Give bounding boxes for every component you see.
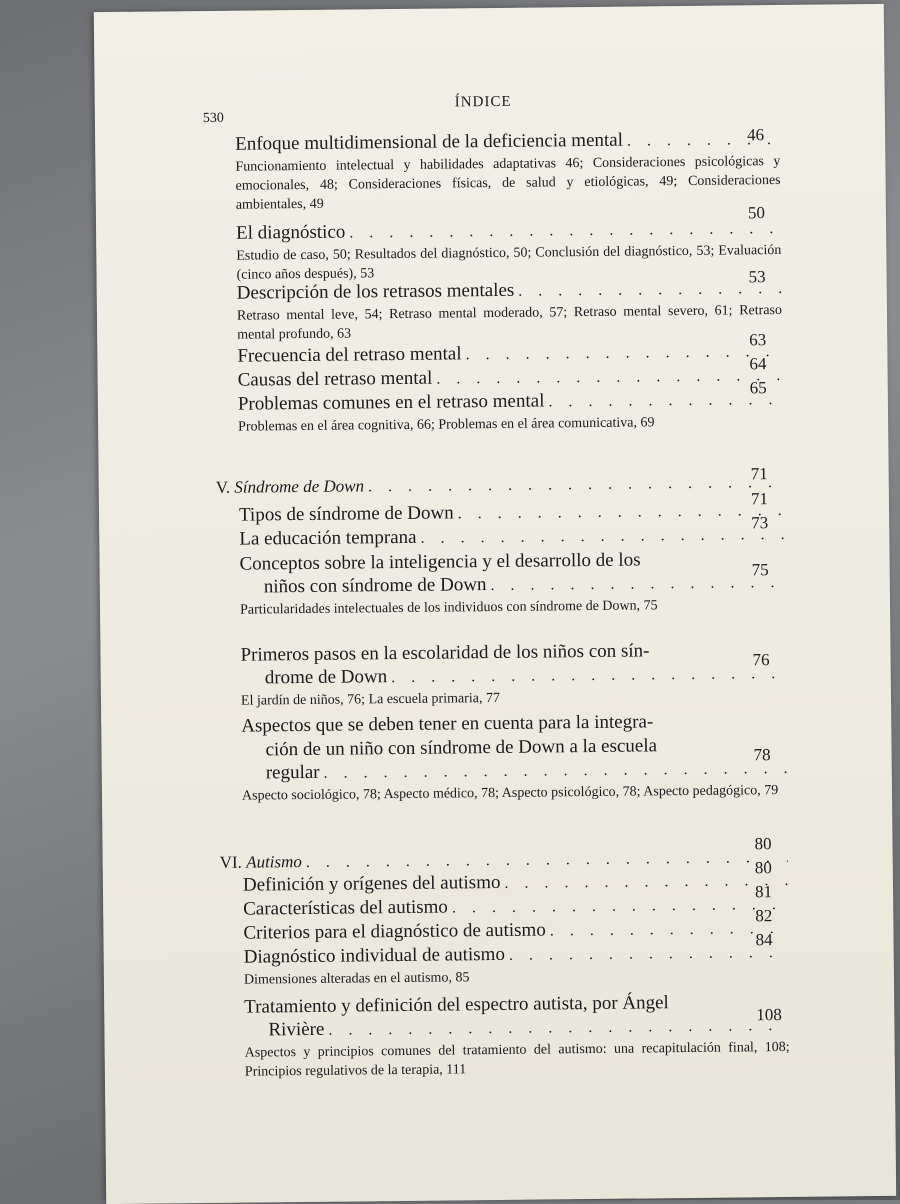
toc-entry-subtopics: Particularidades intelectuales de los individuos con síndrome de Down, 75 [239,598,658,618]
toc-entry-title: Problemas comunes en el retraso mental [237,390,545,415]
toc-page-number: 50 [747,203,766,223]
toc-entry-title: Conceptos sobre la inteligencia y el desarrollo de los [239,549,641,575]
chapter-title: Síndrome de Down [234,476,365,497]
toc-page-number: 80 [754,858,772,878]
toc-entry-subtopics: Aspecto sociológico, 78; Aspecto médico, 78; Aspecto psicológico, 78; Aspecto pedagógico, 79 [241,783,779,804]
toc-entry [241,709,787,806]
toc-entry [238,388,783,437]
dot-leader [465,341,782,366]
toc-entry-title-continued: niños con síndrome de Down [263,574,487,598]
toc-page-number: 82 [755,906,773,926]
toc-entry-title: Descripción de los retrasos mentales [236,279,515,304]
toc-entry-title: Frecuencia del retraso mental [237,343,462,367]
toc-entry [235,128,781,215]
toc-page-number: 108 [756,1005,782,1025]
toc-entry-subtopics: El jardín de niños, 76; La escuela primaria, 77 [240,690,500,709]
toc-entry-title: Primeros pasos en la escolaridad de los niños con sín- [240,640,650,666]
toc-page-number: 65 [749,378,767,398]
toc-entry-title: Causas del retraso mental [237,367,433,391]
toc-entry-title: Aspectos que se deben tener en cuenta para la integra- [241,711,654,737]
page-number: 530 [202,110,224,127]
toc-entry-subtopics: Funcionamiento intelectual y habilidades adaptativas 46; Consideraciones psicológicas y emocionales, 48; Consideraciones físicas, de salud y etiológicas, 49; Consideraciones ambientales, 49 [235,153,781,213]
toc-entry-title: Definición y orígenes del autismo [242,871,501,896]
toc-page-number: 46 [747,125,765,145]
toc-page-number: 71 [750,464,768,484]
toc-page-number: 84 [755,930,773,950]
toc-entry [239,547,785,620]
toc-entry-title-continued: regular [265,761,320,784]
toc-entry [244,990,790,1082]
dot-leader [420,524,784,550]
dot-leader [452,894,788,920]
toc-entry-title: Tipos de síndrome de Down [238,502,454,526]
toc-entry-subtopics: Estudio de caso, 50; Resultados del diagnóstico, 50; Conclusión del diagnóstico, 53; Evaluación (cinco años después), 53 [236,242,782,283]
dot-leader [548,389,783,413]
dot-leader [504,870,788,895]
toc-entry-title: Enfoque multidimensional de la deficiencia mental [235,129,624,155]
toc-entry-title-continued: ción de un niño con síndrome de Down a la escuela [265,735,658,761]
dot-leader [349,218,781,245]
toc-entry [236,217,782,285]
dot-leader [509,942,789,967]
toc-entry-subtopics: Problemas en el área cognitiva, 66; Problemas en el área comunicativa, 69 [238,415,655,435]
dot-leader [391,663,786,689]
toc-entry-subtopics: Retraso mental leve, 54; Retraso mental moderado, 57; Retraso mental severo, 61; Retraso mental profundo, 63 [236,302,783,343]
toc-page-number: 73 [751,513,769,533]
toc-entry-title: Diagnóstico individual de autismo [243,943,505,968]
toc-entry-title-continued: drome de Down [264,666,388,689]
toc-entry-title: La educación temprana [239,526,417,550]
toc-page-number: 80 [754,834,772,854]
chapter-title: Autismo [246,852,302,872]
toc-page-number: 78 [753,745,771,765]
toc-entry-subtopics: Aspectos y principios comunes del tratamiento del autismo: una recapitulación final, 108; Principios regulativos de la terapia, 111 [244,1039,790,1080]
toc-entry-subtopics: Dimensiones alteradas en el autismo, 85 [243,970,470,988]
dot-leader [490,572,785,597]
toc-page-number: 53 [748,267,766,287]
dot-leader [550,918,789,942]
toc-entry-title: Tratamiento y definición del espectro autista, por Ángel [244,992,669,1018]
toc-page-number: 64 [749,354,767,374]
toc-entry-title: Características del autismo [243,896,448,920]
toc-page-number: 71 [750,489,769,509]
toc-page-number: 76 [752,650,770,670]
running-head: ÍNDICE [454,93,512,111]
toc-entry-title-continued: Rivière [268,1018,325,1041]
dot-leader [436,365,783,391]
toc-entry [244,941,789,990]
toc-entry [240,638,786,711]
toc-page-number: 75 [751,560,769,580]
toc-entry-title: Criterios para el diagnóstico de autismo [243,919,546,944]
toc-entry-title: El diagnóstico [235,221,346,244]
dot-leader [458,500,785,525]
chapter-heading [216,471,784,500]
book-page [94,4,896,1204]
toc-entry [237,277,783,345]
toc-page-number: 63 [749,330,767,350]
dot-leader [368,472,784,498]
dot-leader [518,278,782,303]
toc-page-number: 81 [754,882,773,902]
chapter-number: V. [215,477,231,497]
chapter-number: VI. [219,852,242,872]
